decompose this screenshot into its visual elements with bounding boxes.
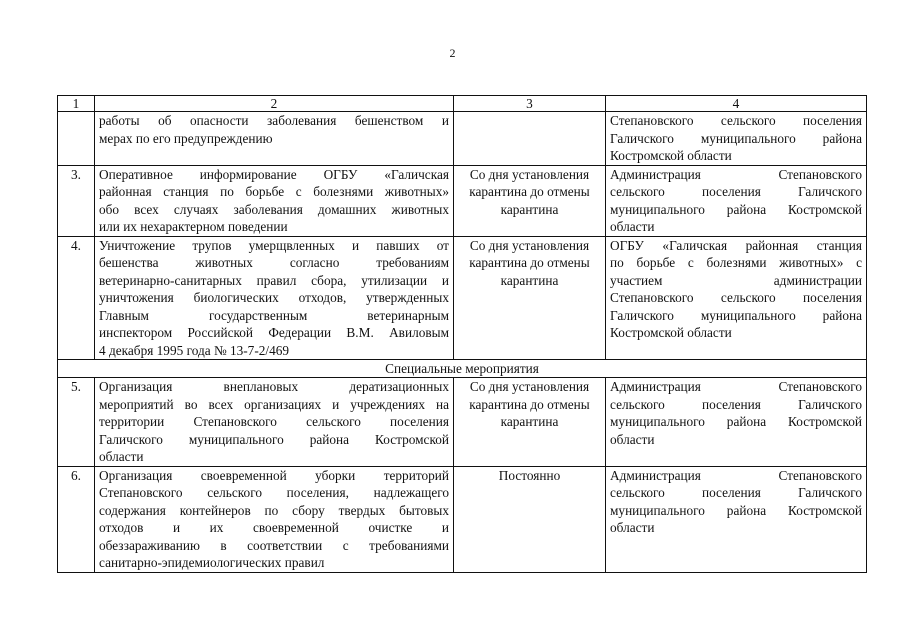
text-line: участием администрации <box>610 272 862 288</box>
text-line: Костромской области <box>610 325 732 340</box>
responsible-cell <box>606 165 867 236</box>
text-line: обо всех случаях заболевания домашних животных <box>99 201 449 217</box>
text-line: Галичского муниципального района <box>610 130 862 146</box>
term-cell <box>454 466 606 572</box>
header-row <box>58 96 867 112</box>
row-number <box>58 112 95 166</box>
responsible-cell <box>606 466 867 572</box>
text-line: сельского поселения Галичского <box>610 485 862 500</box>
responsible-cell <box>606 236 867 360</box>
table-row <box>58 112 867 166</box>
text-line: карантина до отмены <box>469 255 590 270</box>
header-col-3: 3 <box>454 96 606 112</box>
text-line: муниципального района Костромской <box>610 414 862 429</box>
responsible-cell <box>606 378 867 467</box>
text-line: работы об опасности заболевания бешенством и <box>99 113 449 128</box>
text-line: области <box>610 219 655 234</box>
measure-cell <box>95 466 454 572</box>
text-line: Со дня установления <box>469 379 590 394</box>
text-line: сельского поселения Галичского <box>610 184 862 199</box>
measure-cell <box>95 112 454 166</box>
text-line: области <box>610 520 655 535</box>
text-line: карантина <box>500 201 559 217</box>
text-line: или их нехарактерном поведении <box>99 219 288 234</box>
text-line: карантина <box>500 414 559 429</box>
measure-cell <box>95 378 454 467</box>
responsible-cell <box>606 112 867 166</box>
text-line: Со дня установления <box>469 237 590 253</box>
text-line: Со дня установления <box>469 166 590 182</box>
measure-cell <box>95 165 454 236</box>
text-line: области <box>610 431 655 447</box>
measure-cell <box>95 236 454 360</box>
table-row <box>58 165 867 236</box>
text-line: бешенства животных согласно требованиям <box>99 255 449 270</box>
text-line: мерах по его предупреждению <box>99 130 273 146</box>
text-line: сельского поселения Галичского <box>610 396 862 412</box>
text-line: территории Степановского сельского поселения <box>99 414 449 429</box>
text-line: муниципального района Костромской <box>610 502 862 518</box>
section-title: Специальные мероприятия <box>58 360 867 378</box>
row-number: 6. <box>58 466 95 572</box>
text-line: ветеринарно-санитарных правил сбора, утилизации и <box>99 272 449 288</box>
text-line: Главным государственным ветеринарным <box>99 307 449 323</box>
term-cell <box>454 112 606 166</box>
text-line: Степановского сельского поселения <box>610 113 862 128</box>
row-number: 5. <box>58 378 95 467</box>
text-line: Администрация Степановского <box>610 467 862 483</box>
text-line: уничтожения биологических отходов, утвержденных <box>99 290 449 305</box>
text-line: инспектором Российской Федерации В.М. Авиловым <box>99 325 449 340</box>
row-number: 3. <box>58 165 95 236</box>
text-line: 4 декабря 1995 года № 13-7-2/469 <box>99 342 290 358</box>
term-cell <box>454 236 606 360</box>
text-line: области <box>99 449 144 464</box>
text-line: Уничтожение трупов умерщвленных и павших от <box>99 237 449 253</box>
text-line: Администрация Степановского <box>610 166 862 182</box>
text-line: Оперативное информирование ОГБУ «Галичская <box>99 166 449 182</box>
text-line: муниципального района Костромской <box>610 201 862 217</box>
header-col-4: 4 <box>606 96 867 112</box>
text-line: карантина до отмены <box>469 396 590 412</box>
text-line: Костромской области <box>610 148 732 163</box>
text-line: ОГБУ «Галичская районная станция <box>610 237 862 253</box>
page-number: 2 <box>449 46 456 60</box>
text-line: отходов и их своевременной очистке и <box>99 520 449 535</box>
text-line: по борьбе с болезнями животных» с <box>610 255 862 270</box>
section-row <box>58 360 867 378</box>
row-number: 4. <box>58 236 95 360</box>
text-line: Галичского муниципального района <box>610 307 862 323</box>
text-line: обеззараживанию в соответствии с требованиями <box>99 537 449 553</box>
text-line: Организация своевременной уборки территорий <box>99 467 449 483</box>
text-line: Галичского муниципального района Костромской <box>99 431 449 447</box>
term-cell <box>454 378 606 467</box>
text-line: карантина <box>500 272 559 288</box>
text-line: Степановского сельского поселения, надлежащего <box>99 485 449 500</box>
measures-table <box>57 95 867 573</box>
table-row <box>58 466 867 572</box>
text-line: Организация внеплановых дератизационных <box>99 379 449 394</box>
table-row <box>58 378 867 467</box>
text-line: районная станция по борьбе с болезнями животных» <box>99 184 449 199</box>
text-line: мероприятий во всех организациях и учреждениях на <box>99 396 449 412</box>
table-row <box>58 236 867 360</box>
header-col-1: 1 <box>58 96 95 112</box>
text-line: содержания контейнеров по сбору твердых бытовых <box>99 502 449 518</box>
text-line: карантина до отмены <box>469 184 590 199</box>
term-cell <box>454 165 606 236</box>
text-line: Степановского сельского поселения <box>610 290 862 305</box>
text-line: Администрация Степановского <box>610 379 862 394</box>
text-line: Постоянно <box>498 467 561 483</box>
text-line: санитарно-эпидемиологических правил <box>99 555 325 570</box>
header-col-2: 2 <box>95 96 454 112</box>
